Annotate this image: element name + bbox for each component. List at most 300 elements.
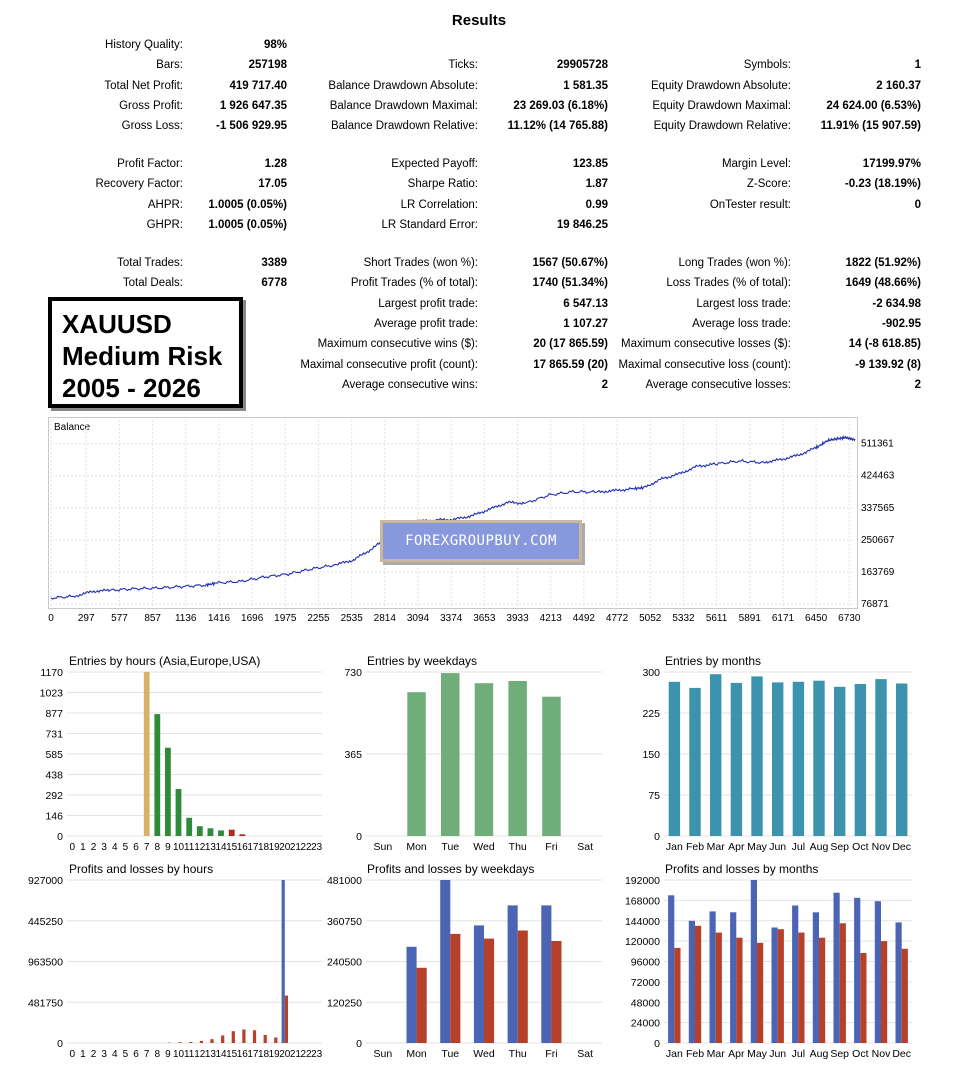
balance-x-tick: 2814 [373, 613, 396, 624]
chart-pl_months [625, 862, 912, 1060]
stat-value: 1.0005 (0.05%) [208, 218, 287, 231]
bar-9 [165, 748, 171, 836]
stat-value: -902.95 [881, 317, 921, 330]
bar-Mar [710, 674, 721, 836]
stat-label: GHPR: [146, 218, 183, 231]
x-tick-label: 18 [258, 1049, 270, 1060]
balance-x-tick: 3094 [406, 613, 430, 624]
stat-value: 23 269.03 (6.18%) [513, 100, 608, 112]
loss-bar-10 [179, 1042, 182, 1043]
balance-x-tick: 6730 [838, 613, 861, 624]
balance-x-tick: 6450 [804, 613, 828, 624]
bar-13 [208, 828, 214, 836]
loss-bar-Mar [716, 933, 722, 1043]
x-tick-label: 9 [165, 1049, 171, 1060]
x-tick-label: Sun [373, 1048, 393, 1060]
chart-pl_hours [28, 862, 323, 1060]
stat-label: Maximum consecutive wins ($): [317, 338, 478, 351]
x-tick-label: 4 [112, 842, 118, 853]
balance-x-tick: 577 [111, 613, 128, 624]
stat-label: OnTester result: [709, 198, 791, 211]
x-tick-label: Sat [577, 841, 594, 853]
chart-title: Profits and losses by weekdays [367, 862, 535, 876]
y-tick-label: 48000 [630, 997, 660, 1010]
stat-value: 257198 [248, 59, 287, 71]
x-tick-label: 6 [133, 842, 139, 853]
bar-Jan [669, 682, 680, 836]
loss-bar-20 [285, 996, 288, 1043]
stat-label: Largest loss trade: [696, 297, 791, 310]
y-tick-label: 365 [344, 749, 362, 761]
chart-entries_hours [40, 654, 323, 853]
y-tick-label: 481750 [27, 997, 63, 1010]
y-tick-label: 0 [356, 831, 362, 843]
x-tick-label: 17 [247, 1049, 259, 1060]
stat-value: 11.91% (15 907.59) [820, 120, 921, 132]
loss-bar-May [757, 943, 763, 1043]
stat-value: 3389 [261, 257, 287, 269]
stat-label: Profit Trades (% of total): [350, 277, 478, 290]
y-tick-label: 360750 [326, 915, 362, 928]
x-tick-label: Mar [706, 1048, 725, 1060]
stat-value: 0.99 [585, 198, 608, 211]
y-tick-label: 0 [654, 1038, 660, 1050]
stat-value: -2 634.98 [872, 297, 921, 310]
stat-value: 419 717.40 [229, 80, 287, 92]
profit-bar-Fri [541, 905, 551, 1043]
x-tick-label: 21 [289, 842, 301, 853]
x-tick-label: 2 [90, 1049, 97, 1060]
stat-label: Total Net Profit: [104, 80, 183, 92]
balance-y-tick: 337565 [861, 502, 895, 514]
balance-x-tick: 5891 [738, 613, 761, 624]
bar-Dec [896, 684, 907, 837]
profit-bar-Thu [508, 905, 518, 1043]
balance-y-tick: 511361 [861, 438, 894, 450]
loss-bar-Thu [518, 931, 528, 1044]
y-tick-label: 445250 [27, 915, 63, 928]
stat-value: 2 [914, 378, 921, 391]
chart-pl_weekdays [327, 862, 602, 1060]
bar-Jun [772, 682, 783, 836]
stat-value: 6778 [261, 277, 287, 290]
stat-label: Total Trades: [117, 257, 183, 269]
x-tick-label: Jun [769, 1048, 787, 1060]
stat-label: Balance Drawdown Maximal: [329, 100, 478, 112]
stat-value: 1 107.27 [563, 317, 608, 330]
stat-label: Symbols: [743, 59, 791, 71]
x-tick-label: Aug [809, 841, 829, 853]
stat-value: 6 547.13 [563, 297, 608, 310]
bar-11 [186, 818, 192, 836]
chart-title: Entries by months [665, 654, 762, 668]
stat-value: 17199.97% [862, 158, 921, 170]
stat-label: Balance Drawdown Absolute: [328, 80, 478, 92]
bar-Tue [441, 673, 460, 836]
stat-label: Equity Drawdown Maximal: [652, 100, 791, 112]
bar-Sep [834, 687, 845, 836]
balance-x-tick: 857 [144, 613, 162, 624]
stat-label: Long Trades (won %): [678, 257, 791, 269]
y-tick-label: 585 [45, 749, 63, 761]
x-tick-label: 19 [268, 1049, 280, 1060]
loss-bar-12 [200, 1041, 203, 1043]
profit-bar-Apr [730, 912, 736, 1043]
loss-bar-Jan [674, 948, 680, 1043]
profit-bar-Nov [875, 901, 881, 1043]
loss-bar-Aug [819, 938, 825, 1043]
stat-value: 123.85 [572, 158, 608, 170]
stat-value: 1567 (50.67%) [532, 257, 608, 269]
balance-x-tick: 5332 [672, 613, 695, 624]
x-tick-label: 14 [215, 842, 227, 853]
stat-value: 20 (17 865.59) [533, 338, 608, 351]
y-tick-label: 75 [648, 790, 660, 802]
bar-Jul [793, 682, 804, 836]
y-tick-label: 963500 [27, 956, 63, 969]
x-tick-label: Dec [892, 841, 912, 853]
stat-value: 1649 (48.66%) [845, 277, 921, 290]
stat-value: 1.28 [264, 158, 287, 170]
stat-label: Average consecutive wins: [342, 378, 478, 391]
stat-label: History Quality: [105, 39, 183, 51]
balance-y-tick: 76871 [861, 599, 889, 610]
balance-x-tick: 1416 [207, 613, 231, 624]
loss-bar-17 [253, 1030, 256, 1043]
profit-bar-Jul [792, 906, 798, 1044]
balance-x-tick: 5052 [639, 613, 662, 624]
bar-Feb [689, 688, 700, 836]
stat-label: Short Trades (won %): [363, 257, 478, 269]
stat-label: Sharpe Ratio: [407, 178, 478, 191]
stat-label: Equity Drawdown Relative: [653, 120, 791, 132]
y-tick-label: 146 [45, 810, 63, 823]
stat-label: Equity Drawdown Absolute: [651, 80, 791, 92]
stat-label: Expected Payoff: [391, 158, 478, 170]
x-tick-label: Fri [545, 841, 558, 853]
bar-10 [176, 789, 182, 836]
balance-y-tick: 424463 [861, 470, 895, 482]
stat-value: 19 846.25 [556, 218, 608, 231]
x-tick-label: 8 [154, 842, 161, 853]
loss-bar-14 [221, 1035, 224, 1043]
x-tick-label: 16 [236, 842, 248, 853]
balance-y-tick: 250667 [861, 534, 895, 546]
chart-title: Entries by hours (Asia,Europe,USA) [69, 654, 261, 668]
badge-risk: Medium Risk [62, 341, 223, 371]
x-tick-label: 7 [143, 842, 150, 853]
stat-value: 11.12% (14 765.88) [507, 120, 608, 132]
stat-label: Gross Loss: [121, 120, 183, 132]
stat-label: Recovery Factor: [95, 178, 183, 191]
chart-title: Profits and losses by hours [69, 862, 214, 876]
y-tick-label: 1023 [39, 687, 63, 700]
stat-value: 1.87 [585, 178, 608, 191]
x-tick-label: Jun [769, 841, 787, 853]
balance-x-tick: 4213 [539, 613, 562, 624]
x-tick-label: Aug [809, 1048, 829, 1060]
y-tick-label: 240500 [326, 956, 362, 969]
x-tick-label: 16 [236, 1049, 248, 1060]
stat-label: Margin Level: [721, 158, 791, 170]
loss-bar-Tue [450, 934, 460, 1043]
x-tick-label: 7 [143, 1049, 150, 1060]
stat-label: Maximal consecutive profit (count): [300, 358, 478, 371]
loss-bar-Feb [695, 926, 701, 1043]
loss-bar-19 [274, 1038, 277, 1044]
x-tick-label: Thu [508, 841, 527, 853]
loss-bar-Oct [860, 953, 866, 1043]
x-tick-label: 0 [69, 842, 76, 853]
loss-bar-Jun [778, 929, 784, 1043]
y-tick-label: 1170 [40, 667, 63, 679]
stat-label: Gross Profit: [119, 100, 183, 112]
x-tick-label: Tue [441, 1048, 460, 1060]
x-tick-label: Jul [791, 1048, 806, 1060]
x-tick-label: 0 [69, 1049, 76, 1060]
profit-bar-Jan [668, 895, 674, 1043]
profit-bar-Oct [854, 898, 860, 1043]
bar-14 [218, 830, 224, 836]
x-tick-label: Wed [473, 1048, 495, 1060]
x-tick-label: 14 [215, 1049, 227, 1060]
x-tick-label: 11 [183, 1049, 195, 1060]
y-tick-label: 96000 [630, 956, 660, 969]
y-tick-label: 731 [45, 728, 63, 741]
x-tick-label: 12 [194, 842, 206, 853]
loss-bar-Fri [551, 941, 561, 1043]
balance-x-tick: 4772 [605, 613, 629, 624]
y-tick-label: 292 [45, 790, 63, 802]
balance-x-tick: 1136 [174, 613, 197, 624]
x-tick-label: Nov [871, 841, 891, 853]
y-tick-label: 730 [344, 667, 362, 679]
stat-value: 17.05 [258, 178, 287, 191]
stat-value: 98% [263, 39, 287, 51]
balance-x-tick: 6171 [771, 613, 795, 624]
results-title: Results [451, 12, 507, 29]
y-tick-label: 927000 [27, 875, 63, 887]
profit-bar-Sep [834, 893, 840, 1043]
bar-7 [144, 672, 150, 836]
balance-x-tick: 0 [48, 613, 54, 624]
y-tick-label: 24000 [630, 1017, 660, 1030]
loss-bar-Sep [840, 923, 846, 1043]
profit-bar-May [751, 880, 757, 1043]
x-tick-label: Feb [685, 841, 705, 853]
loss-bar-13 [210, 1039, 213, 1043]
stat-value: 1822 (51.92%) [845, 257, 921, 269]
x-tick-label: 18 [258, 842, 270, 853]
x-tick-label: Sep [830, 1048, 850, 1060]
x-tick-label: Tue [441, 841, 460, 853]
y-tick-label: 144000 [624, 915, 660, 928]
stat-label: Maximal consecutive loss (count): [618, 358, 791, 371]
loss-bar-16 [242, 1030, 245, 1044]
balance-x-tick: 1696 [241, 613, 264, 624]
loss-bar-Mon [417, 968, 427, 1043]
x-tick-label: 4 [112, 1049, 118, 1060]
x-tick-label: Jul [791, 841, 806, 853]
stat-value: 0 [914, 198, 921, 211]
x-tick-label: 23 [311, 1049, 323, 1060]
chart-entries_weekdays [344, 654, 602, 853]
stat-label: Balance Drawdown Relative: [330, 120, 478, 132]
x-tick-label: 3 [101, 842, 107, 853]
x-tick-label: 19 [268, 842, 280, 853]
x-tick-label: 22 [300, 842, 312, 853]
x-tick-label: Sun [373, 841, 393, 853]
stat-label: Largest profit trade: [378, 297, 478, 310]
x-tick-label: Fri [545, 1048, 558, 1060]
stat-label: Maximum consecutive losses ($): [621, 338, 791, 351]
balance-x-tick: 3374 [440, 613, 463, 624]
loss-bar-15 [232, 1031, 235, 1043]
stat-label: Average consecutive losses: [645, 378, 791, 391]
x-tick-label: Dec [892, 1048, 912, 1060]
x-tick-label: Jan [665, 841, 683, 853]
stat-value: 2 [601, 378, 608, 391]
watermark: FOREXGROUPBUY.COM [380, 520, 582, 562]
y-tick-label: 300 [642, 667, 660, 679]
y-tick-label: 877 [45, 708, 63, 720]
stat-value: 17 865.59 (20) [533, 358, 608, 371]
bar-16 [239, 834, 245, 836]
x-tick-label: May [747, 1048, 767, 1060]
profit-bar-20 [282, 880, 285, 1043]
loss-bar-Nov [881, 941, 887, 1043]
stat-value: 1 [914, 59, 921, 71]
y-tick-label: 225 [642, 708, 660, 720]
y-tick-label: 120250 [326, 997, 362, 1010]
balance-x-tick: 3653 [473, 613, 496, 624]
x-tick-label: 15 [226, 1049, 238, 1060]
stat-value: 1 926 647.35 [219, 100, 287, 112]
stat-value: 29905728 [556, 59, 608, 71]
bar-Mon [407, 692, 426, 836]
y-tick-label: 0 [57, 831, 63, 843]
x-tick-label: Mon [406, 1048, 427, 1060]
balance-x-tick: 1975 [274, 613, 297, 624]
stat-value: 1740 (51.34%) [532, 277, 608, 290]
stat-value: 1.0005 (0.05%) [208, 198, 287, 211]
x-tick-label: 12 [194, 1049, 206, 1060]
stat-label: Loss Trades (% of total): [666, 277, 791, 290]
x-tick-label: 9 [165, 842, 171, 853]
y-tick-label: 0 [356, 1038, 362, 1050]
x-tick-label: 8 [154, 1049, 161, 1060]
bar-Nov [875, 679, 886, 836]
stat-label: Total Deals: [122, 277, 183, 290]
stat-label: Average profit trade: [374, 317, 478, 330]
stat-value: -1 506 929.95 [216, 120, 287, 132]
x-tick-label: Oct [852, 841, 869, 853]
stat-label: AHPR: [147, 198, 183, 211]
x-tick-label: Sat [577, 1048, 594, 1060]
bar-Fri [542, 697, 561, 836]
chart-entries_months [642, 654, 912, 853]
badge-period: 2005 - 2026 [62, 373, 201, 403]
stat-label: Ticks: [448, 59, 478, 71]
balance-chart-title: Balance [54, 422, 91, 433]
stat-label: Z-Score: [746, 178, 791, 191]
balance-x-tick: 4492 [572, 613, 595, 624]
x-tick-label: Wed [473, 841, 495, 853]
x-tick-label: 3 [101, 1049, 107, 1060]
stat-label: LR Correlation: [400, 198, 478, 211]
x-tick-label: 22 [300, 1049, 312, 1060]
x-tick-label: 20 [279, 1049, 291, 1060]
chart-title: Entries by weekdays [367, 654, 478, 668]
x-tick-label: Thu [508, 1048, 527, 1060]
balance-x-tick: 3933 [506, 613, 529, 624]
x-tick-label: 13 [204, 1049, 216, 1060]
x-tick-label: 20 [279, 842, 291, 853]
bar-15 [229, 830, 235, 836]
y-tick-label: 481000 [326, 875, 362, 887]
x-tick-label: 5 [122, 1049, 129, 1060]
x-tick-label: Apr [728, 841, 745, 853]
x-tick-label: 11 [183, 842, 195, 853]
y-tick-label: 150 [642, 749, 660, 761]
y-tick-label: 168000 [624, 895, 660, 908]
x-tick-label: Mon [406, 841, 427, 853]
profit-bar-Mar [710, 911, 716, 1043]
x-tick-label: Jan [665, 1048, 683, 1060]
x-tick-label: Sep [830, 841, 850, 853]
x-tick-label: 23 [311, 842, 323, 853]
loss-bar-Wed [484, 939, 494, 1043]
bar-Apr [731, 683, 742, 836]
x-tick-label: 10 [173, 842, 185, 853]
stat-value: 24 624.00 (6.53%) [826, 100, 921, 112]
profit-bar-Wed [474, 925, 484, 1043]
loss-bar-18 [264, 1035, 267, 1043]
x-tick-label: 10 [173, 1049, 185, 1060]
stat-label: Profit Factor: [117, 158, 183, 170]
bar-Thu [508, 681, 527, 836]
x-tick-label: Nov [871, 1048, 891, 1060]
profit-bar-Feb [689, 921, 695, 1043]
loss-bar-Jul [798, 933, 804, 1043]
loss-bar-11 [189, 1042, 192, 1043]
stat-label: Bars: [156, 59, 183, 71]
balance-x-tick: 297 [77, 613, 95, 624]
balance-y-tick: 163769 [861, 566, 895, 578]
stat-label: Average loss trade: [692, 317, 791, 330]
stat-value: 1 581.35 [563, 80, 608, 92]
x-tick-label: 1 [80, 1049, 86, 1060]
stat-label: LR Standard Error: [381, 218, 478, 231]
balance-x-tick: 2255 [307, 613, 330, 624]
x-tick-label: 15 [226, 842, 238, 853]
bar-8 [154, 714, 160, 836]
bar-Aug [813, 681, 824, 836]
x-tick-label: 6 [133, 1049, 139, 1060]
stat-value: 2 160.37 [876, 80, 921, 92]
profit-bar-Aug [813, 912, 819, 1043]
x-tick-label: 5 [122, 842, 129, 853]
stat-value: -9 139.92 (8) [855, 358, 921, 371]
balance-x-tick: 2535 [340, 613, 363, 624]
stat-value: -0.23 (18.19%) [844, 178, 921, 191]
x-tick-label: 2 [90, 842, 97, 853]
bar-May [751, 676, 762, 836]
profit-bar-Tue [440, 880, 450, 1043]
y-tick-label: 438 [45, 769, 63, 782]
x-tick-label: May [747, 841, 767, 853]
bar-Wed [475, 683, 494, 836]
